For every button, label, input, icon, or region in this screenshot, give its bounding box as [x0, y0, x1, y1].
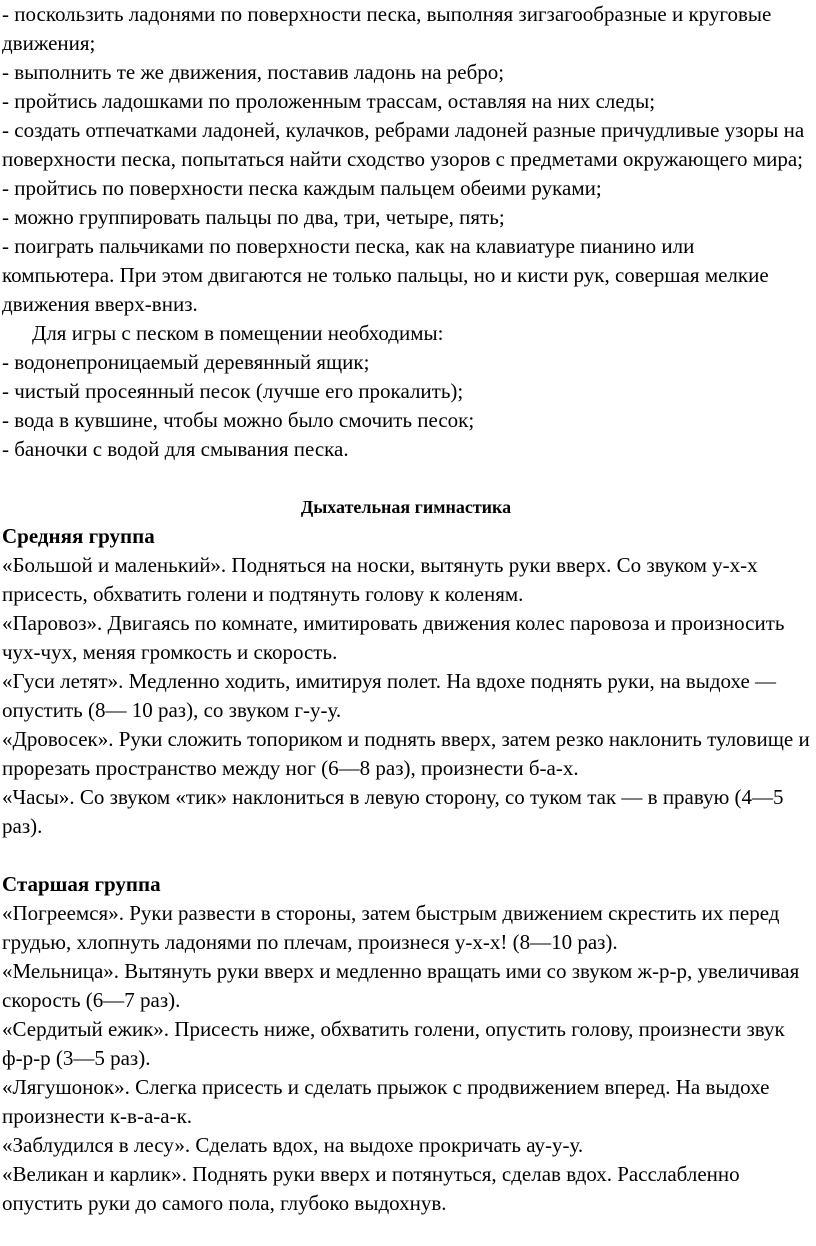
needs-intro: Для игры с песком в помещении необходимы:	[32, 321, 444, 345]
sand-exercises-list	[2, 0, 810, 319]
list-item: - пройтись ладошками по проложенным трассам, оставляя на них следы;	[2, 89, 656, 113]
list-item: - поскользить ладонями по поверхности песка, выполняя зигзагообразные и круговые движения;	[2, 2, 772, 55]
section-title: Дыхательная гимнастика	[300, 497, 512, 517]
list-item: - чистый просеянный песок (лучше его прокалить);	[2, 379, 464, 403]
list-item: «Дровосек». Руки сложить топориком и поднять вверх, затем резко наклонить туловище и прорезать пространство между ног (6—8 раз), произнести б-а-х.	[2, 727, 810, 780]
list-item: «Погреемся». Руки развести в стороны, затем быстрым движением скрестить их перед грудью, хлопнуть ладонями по плечам, произнеся у-х-х! (8—10 раз).	[2, 901, 780, 954]
needs-list	[2, 319, 810, 464]
list-item: «Лягушонок». Слегка присесть и сделать прыжок с продвижением вперед. На выдохе произнести к-в-а-а-к.	[2, 1075, 770, 1128]
spacer	[2, 464, 810, 493]
list-item: «Заблудился в лесу». Сделать вдох, на выдохе прокричать ау-у-у.	[2, 1133, 584, 1157]
middle-group-list	[2, 551, 810, 841]
spacer	[2, 841, 810, 870]
list-item: - можно группировать пальцы по два, три, четыре, пять;	[2, 205, 505, 229]
list-item: - вода в кувшине, чтобы можно было смочить песок;	[2, 408, 475, 432]
list-item: - водонепроницаемый деревянный ящик;	[2, 350, 370, 374]
list-item: - поиграть пальчиками по поверхности песка, как на клавиатуре пианино или компьютера. При этом двигаются не только пальцы, но и кисти рук, совершая мелкие движения вверх-вниз.	[2, 234, 769, 316]
list-item: - создать отпечатками ладоней, кулачков, ребрами ладоней разные причудливые узоры на поверхности песка, попытаться найти сходство узоров с предметами окружающего мира;	[2, 118, 805, 171]
list-item: «Сердитый ежик». Присесть ниже, обхватить голени, опустить голову, произнести звук ф-р-р (3—5 раз).	[2, 1017, 785, 1070]
list-item: «Паровоз». Двигаясь по комнате, имитировать движения колес паровоза и произносить чух-чух, меняя громкость и скорость.	[2, 611, 785, 664]
list-item: - баночки с водой для смывания песка.	[2, 437, 349, 461]
middle-group-heading: Средняя группа	[2, 524, 155, 548]
list-item: «Гуси летят». Медленно ходить, имитируя полет. На вдохе поднять руки, на выдохе — опустить (8— 10 раз), со звуком г-у-у.	[2, 669, 777, 722]
senior-group-list	[2, 899, 810, 1218]
list-item: - выполнить те же движения, поставив ладонь на ребро;	[2, 60, 505, 84]
list-item: «Мельница». Вытянуть руки вверх и медленно вращать ими со звуком ж-р-р, увеличивая скорость (6—7 раз).	[2, 959, 800, 1012]
list-item: «Великан и карлик». Поднять руки вверх и потянуться, сделав вдох. Расслабленно опустить руки до самого пола, глубоко выдохнув.	[2, 1162, 740, 1215]
list-item: «Большой и маленький». Подняться на носки, вытянуть руки вверх. Со звуком у-х-х присесть, обхватить голени и подтянуть голову к коленям.	[2, 553, 758, 606]
list-item: - пройтись по поверхности песка каждым пальцем обеими руками;	[2, 176, 602, 200]
list-item: «Часы». Со звуком «тик» наклониться в левую сторону, со туком так — в правую (4—5 раз).	[2, 785, 784, 838]
senior-group-heading: Старшая группа	[2, 872, 161, 896]
